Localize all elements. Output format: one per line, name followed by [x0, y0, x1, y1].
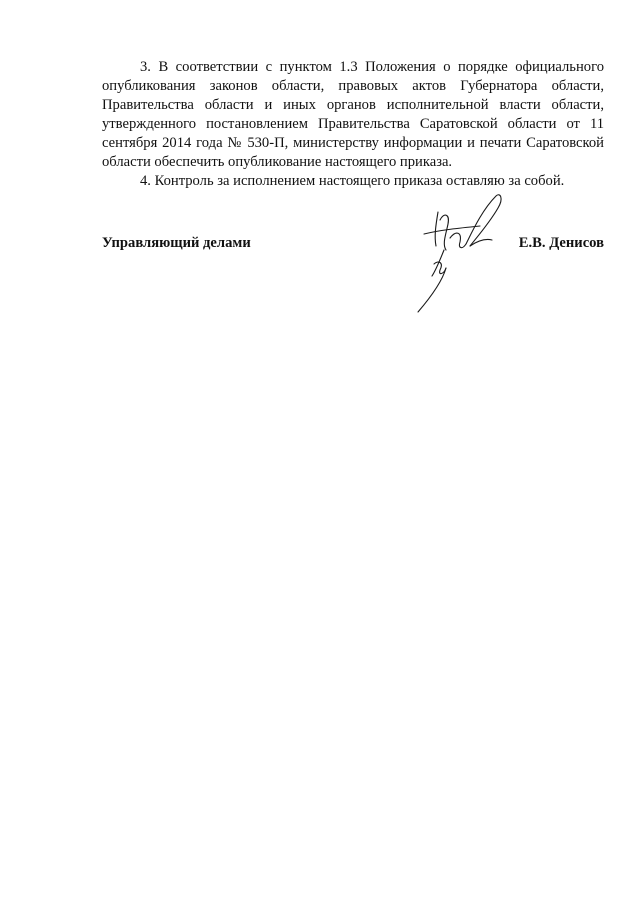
signature-block — [102, 235, 604, 257]
signatory-position: Управляющий делами — [102, 235, 251, 251]
signatory-name: Е.В. Денисов — [518, 235, 604, 251]
paragraph-3: 3. В соответствии с пунктом 1.3 Положения о порядке официального опубликования законов области, правовых актов Губернатора области, Правительства области и иных органов исполнительной власти области, утвержденного постановлением Правительства Саратовской области от 11 сентября 2014 года № 530-П, министерству информации и печати Саратовской области обеспечить опубликование настоящего приказа. — [102, 59, 604, 170]
paragraph-4: 4. Контроль за исполнением настоящего приказа оставляю за собой. — [140, 173, 565, 189]
document-body — [102, 58, 604, 191]
